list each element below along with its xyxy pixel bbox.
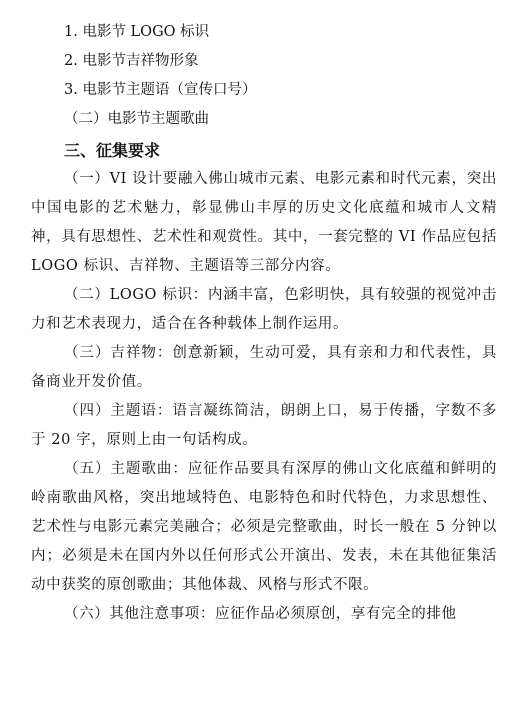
paragraph: （六）其他注意事项：应征作品必须原创，享有完全的排他 — [64, 606, 457, 622]
section-heading: 三、征集要求 — [64, 141, 161, 160]
paragraph: （一）VI 设计要融入佛山城市元素、电影元素和时代元素，突出中国电影的艺术魅力，彰显佛山丰厚的历史文化底蕴和城市人文精神，具有思想性、艺术性和观赏性。其中，一套完整的 VI 作品应包括 LOGO 标识、吉祥物、主题语等三部分内容。 — [31, 171, 497, 274]
requirements-body — [31, 165, 497, 629]
list-item: 3. 电影节主题语（宣传口号） — [64, 82, 257, 98]
list-item: 2. 电影节吉祥物形象 — [64, 53, 199, 69]
paragraph: （五）主题歌曲：应征作品要具有深厚的佛山文化底蕴和鲜明的岭南歌曲风格，突出地域特色、电影特色和时代特色，力求思想性、艺术性与电影元素完美融合；必须是完整歌曲，时长一般在 5 分钟以内；必须是未在国内外以任何形式公开演出、发表，未在其他征集活动中获奖的原创歌曲；其他体裁、风格与形式不限。 — [31, 461, 497, 593]
paragraph: （三）吉祥物：创意新颖，生动可爱，具有亲和力和代表性，具备商业开发价值。 — [31, 345, 497, 390]
list-item: （二）电影节主题歌曲 — [64, 111, 209, 127]
paragraph: （二）LOGO 标识：内涵丰富，色彩明快，具有较强的视觉冲击力和艺术表现力，适合在各种载体上制作运用。 — [31, 287, 497, 332]
list-item: 1. 电影节 LOGO 标识 — [64, 24, 210, 40]
paragraph: （四）主题语：语言凝练简洁，朗朗上口，易于传播，字数不多于 20 字，原则上由一句话构成。 — [31, 403, 497, 448]
deliverables-list — [64, 18, 256, 134]
